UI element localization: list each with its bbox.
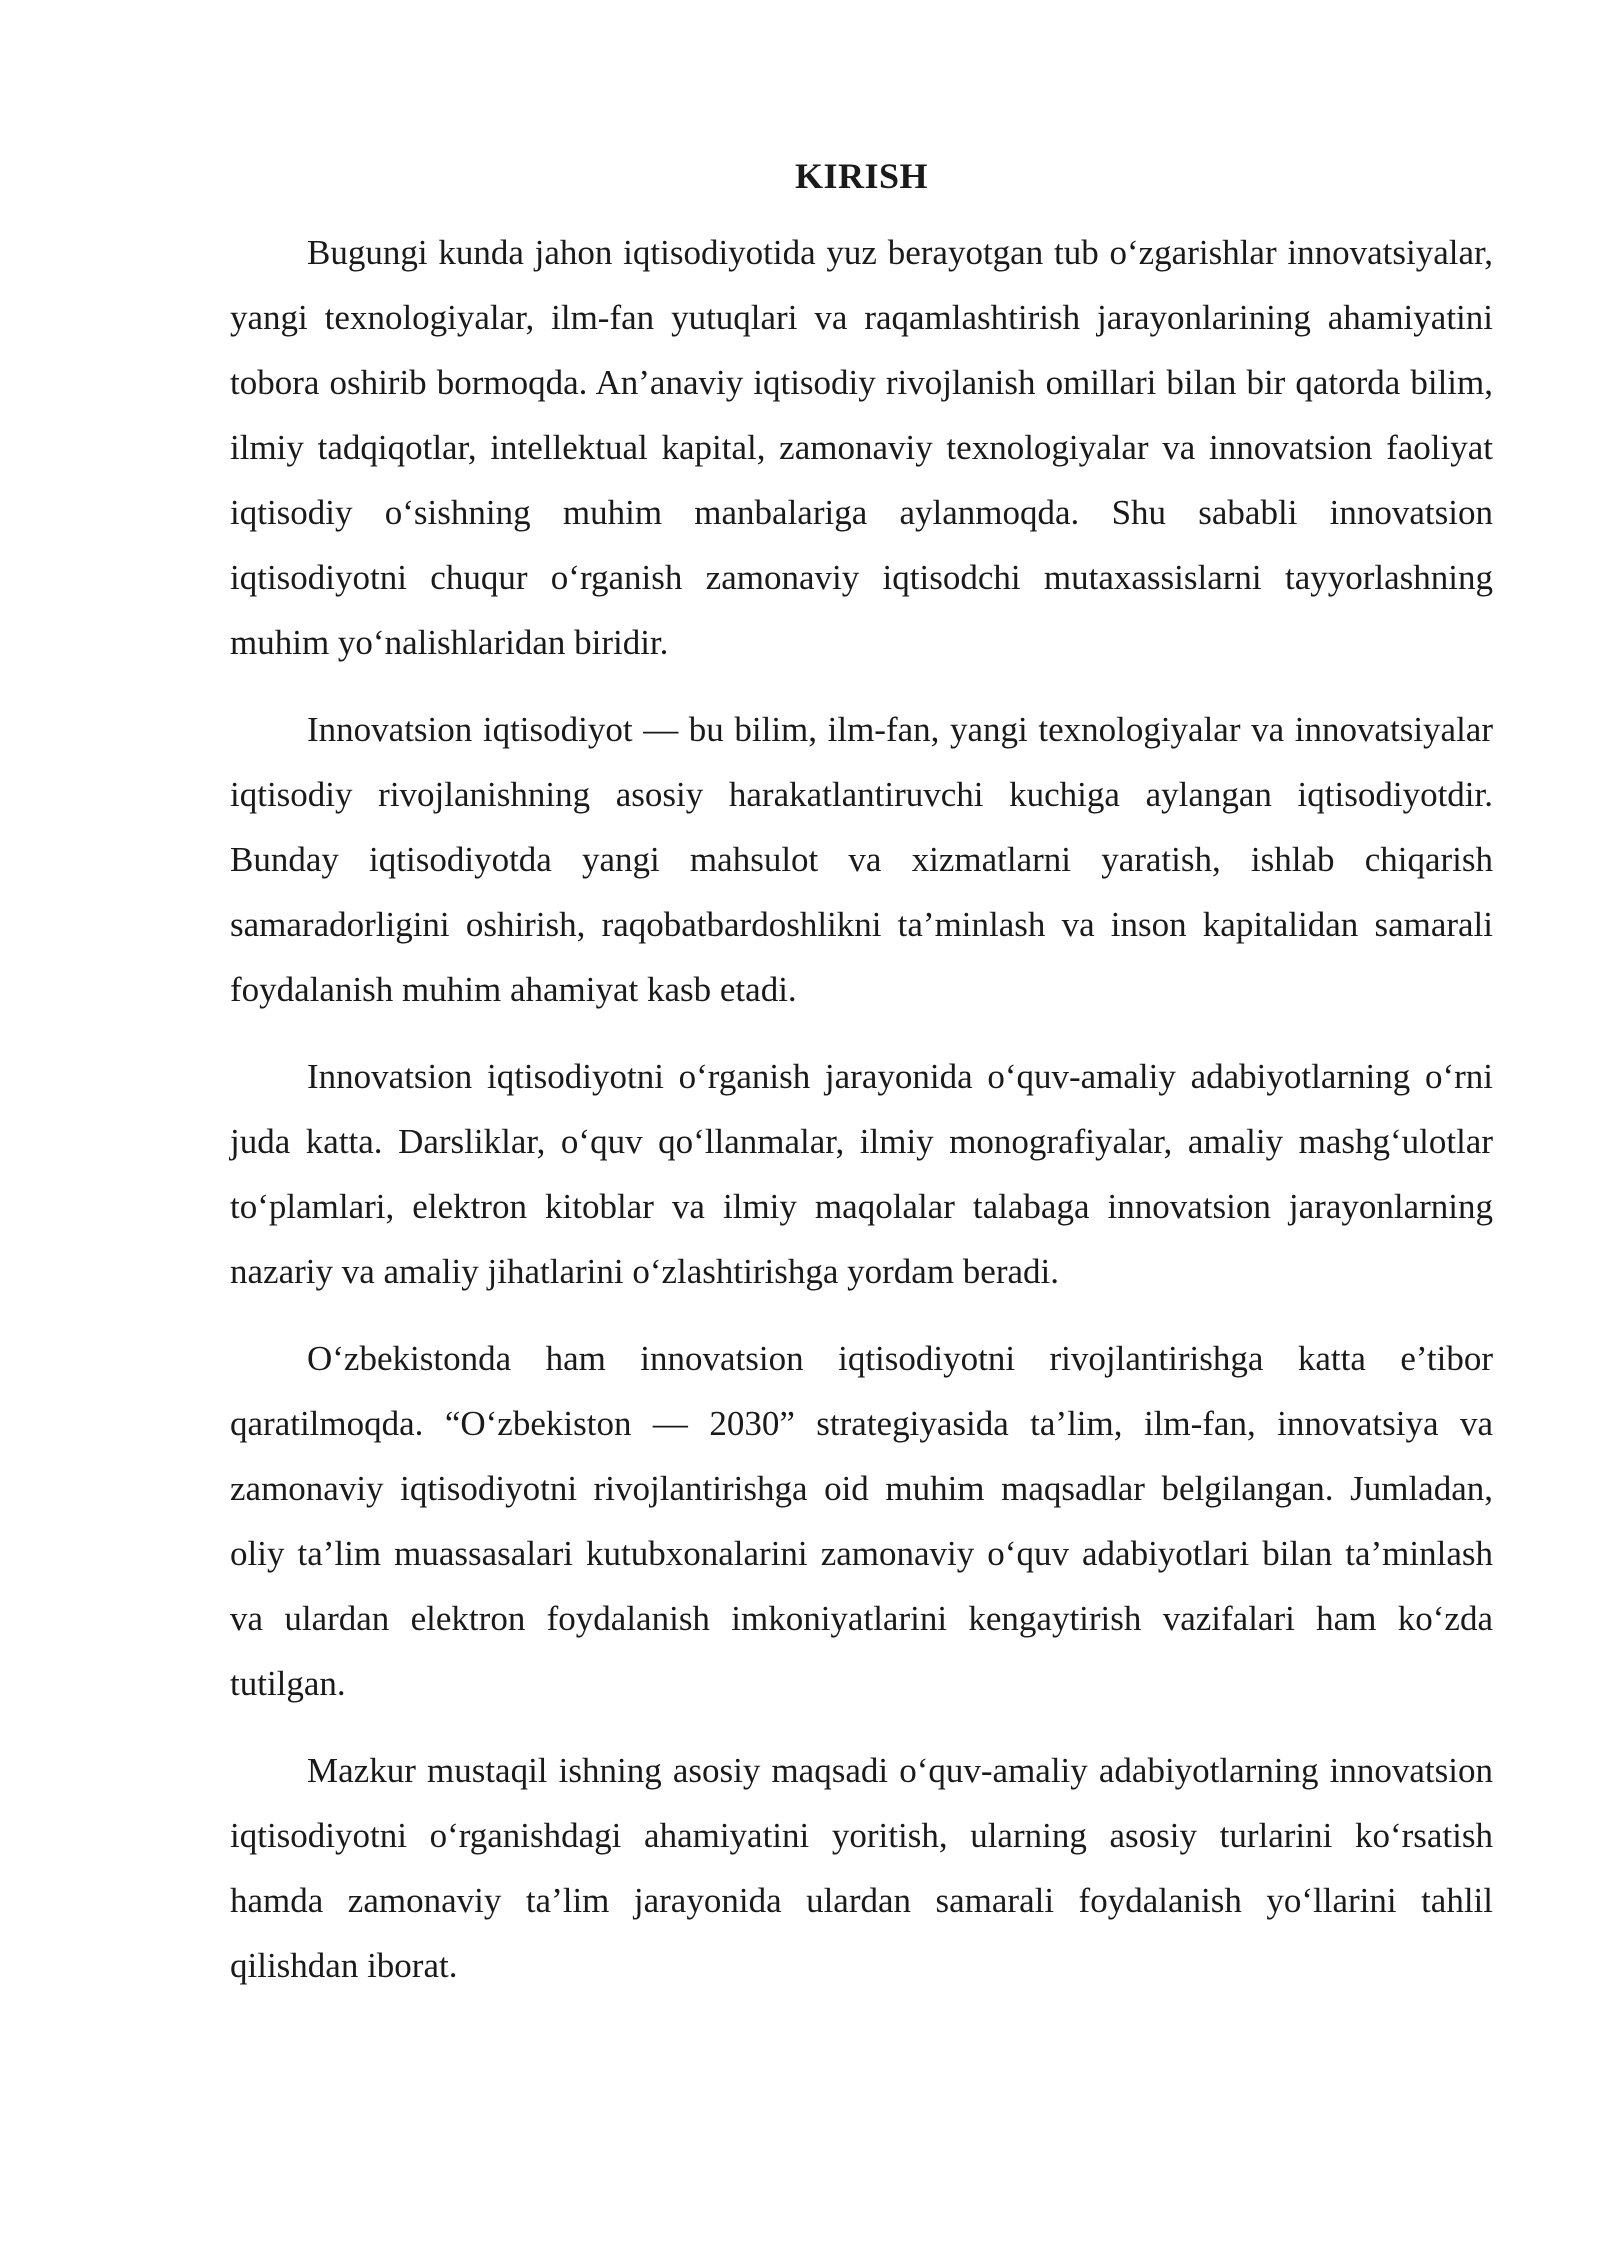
document-title: KIRISH [794, 156, 929, 196]
paragraph-2: Innovatsion iqtisodiyot — bu bilim, ilm-fan, yangi texnologiyalar va innovatsiyalar iqtisodiy rivojlanishning asosiy harakatlantiruvchi kuchiga aylangan iqtisodiyotdir. Bunday iqtisodiyotda yangi mahsulot va xizmatlarni yaratish, ishlab chiqarish samaradorligini oshirish, raqobatbardoshlikni ta’minlash va inson kapitalidan samarali foydalanish muhim ahamiyat kasb etadi. [230, 710, 1493, 1009]
paragraph-1: Bugungi kunda jahon iqtisodiyotida yuz berayotgan tub o‘zgarishlar innovatsiyalar, yangi texnologiyalar, ilm-fan yutuqlari va raqamlashtirish jarayonlarining ahamiyatini tobora oshirib bormoqda. An’anaviy iqtisodiy rivojlanish omillari bilan bir qatorda bilim, ilmiy tadqiqotlar, intellektual kapital, zamonaviy texnologiyalar va innovatsion faoliyat iqtisodiy o‘sishning muhim manbalariga aylanmoqda. Shu sababli innovatsion iqtisodiyotni chuqur o‘rganish zamonaviy iqtisodchi mutaxassislarni tayyorlashning muhim yo‘nalishlaridan biridir. [230, 233, 1493, 662]
paragraph-3: Innovatsion iqtisodiyotni o‘rganish jarayonida o‘quv-amaliy adabiyotlarning o‘rni juda katta. Darsliklar, o‘quv qo‘llanmalar, ilmiy monografiyalar, amaliy mashg‘ulotlar to‘plamlari, elektron kitoblar va ilmiy maqolalar talabaga innovatsion jarayonlarning nazariy va amaliy jihatlarini o‘zlashtirishga yordam beradi. [230, 1057, 1493, 1291]
document-page [230, 148, 1493, 2020]
paragraph-5: Mazkur mustaqil ishning asosiy maqsadi o‘quv-amaliy adabiyotlarning innovatsion iqtisodiyotni o‘rganishdagi ahamiyatini yoritish, ularning asosiy turlarini ko‘rsatish hamda zamonaviy ta’lim jarayonida ulardan samarali foydalanish yo‘llarini tahlil qilishdan iborat. [230, 1751, 1493, 1985]
paragraph-4: O‘zbekistonda ham innovatsion iqtisodiyotni rivojlantirishga katta e’tibor qaratilmoqda. “O‘zbekiston — 2030” strategiyasida ta’lim, ilm-fan, innovatsiya va zamonaviy iqtisodiyotni rivojlantirishga oid muhim maqsadlar belgilangan. Jumladan, oliy ta’lim muassasalari kutubxonalarini zamonaviy o‘quv adabiyotlari bilan ta’minlash va ulardan elektron foydalanish imkoniyatlarini kengaytirish vazifalari ham ko‘zda tutilgan. [230, 1339, 1493, 1703]
